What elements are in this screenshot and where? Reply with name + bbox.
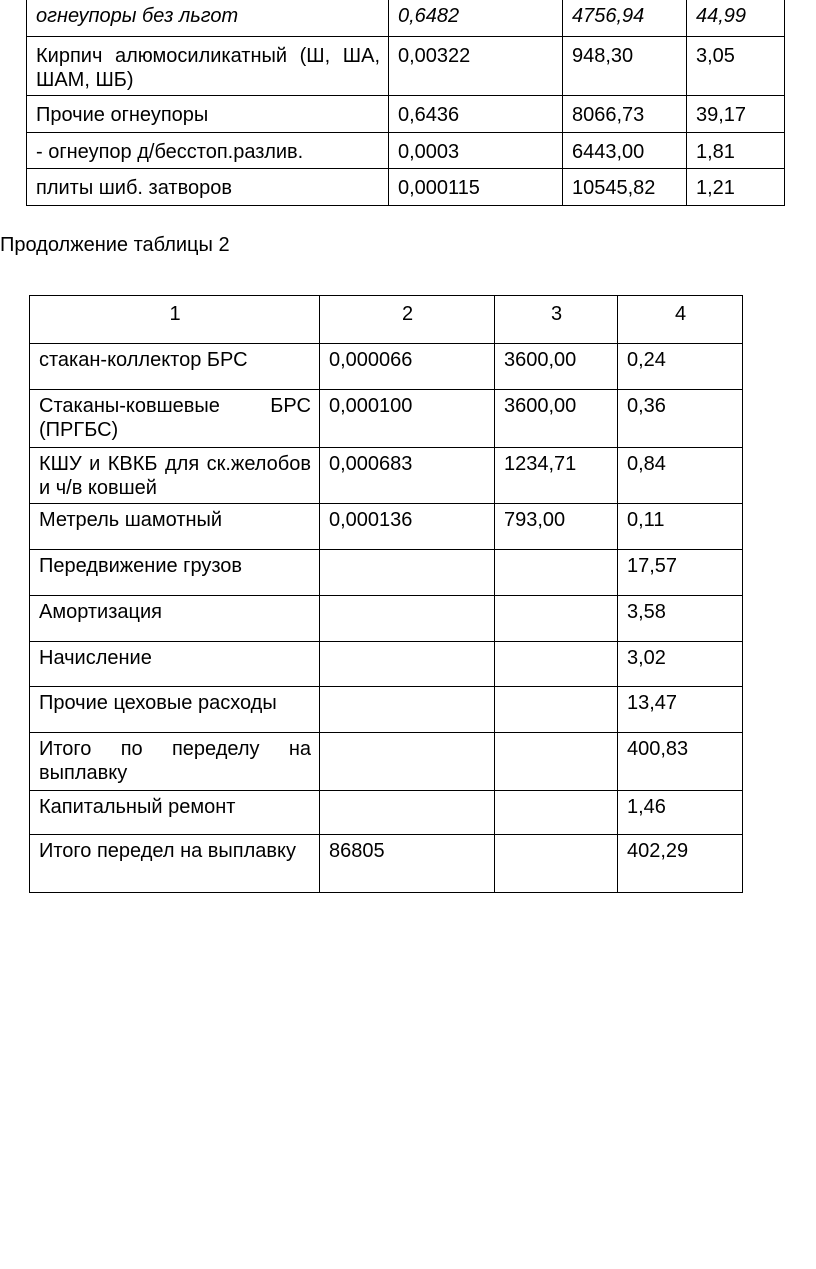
cell-col4: 44,99 <box>687 0 785 37</box>
table-caption: Продолжение таблицы 2 <box>0 234 230 256</box>
cell-col2 <box>320 642 495 687</box>
column-header: 2 <box>320 296 495 344</box>
cell-col2 <box>320 550 495 596</box>
table-row <box>30 642 743 687</box>
table-row <box>30 733 743 791</box>
table-row <box>30 791 743 835</box>
table-row <box>27 133 785 169</box>
table-row <box>30 448 743 504</box>
cell-col4: 13,47 <box>618 687 743 733</box>
cell-col4: 1,81 <box>687 133 785 169</box>
cell-name: Прочие цеховые расходы <box>30 687 320 733</box>
cell-col3 <box>495 835 618 893</box>
cell-col3 <box>495 642 618 687</box>
cell-name: - огнеупор д/бесстоп.разлив. <box>27 133 389 169</box>
cell-col2: 0,6482 <box>389 0 563 37</box>
table-row <box>30 504 743 550</box>
cell-name: Итого передел на выплавку <box>30 835 320 893</box>
cell-col2: 0,000100 <box>320 390 495 448</box>
table-row <box>30 390 743 448</box>
table-row <box>30 550 743 596</box>
column-header: 4 <box>618 296 743 344</box>
cell-col4: 0,84 <box>618 448 743 504</box>
cell-name: плиты шиб. затворов <box>27 169 389 206</box>
cell-col2 <box>320 791 495 835</box>
cell-col2: 0,0003 <box>389 133 563 169</box>
cell-col2: 0,000136 <box>320 504 495 550</box>
cell-name: Передвижение грузов <box>30 550 320 596</box>
cell-col3: 10545,82 <box>563 169 687 206</box>
cell-col3: 948,30 <box>563 37 687 96</box>
cell-col2: 86805 <box>320 835 495 893</box>
cell-col3 <box>495 596 618 642</box>
cell-col3 <box>495 687 618 733</box>
cell-name: Начисление <box>30 642 320 687</box>
table-row <box>27 37 785 96</box>
cell-name: Капитальный ремонт <box>30 791 320 835</box>
table-header-row <box>30 296 743 344</box>
cell-name: КШУ и КВКБ для ск.желобов и ч/в ковшей <box>30 448 320 504</box>
cell-name: Итого по переделу на выплавку <box>30 733 320 791</box>
cell-col3: 6443,00 <box>563 133 687 169</box>
column-header: 3 <box>495 296 618 344</box>
cell-col3 <box>495 791 618 835</box>
cell-col3: 3600,00 <box>495 390 618 448</box>
cell-name: Кирпич алюмосиликатный (Ш, ША, ШАМ, ШБ) <box>27 37 389 96</box>
cell-col2 <box>320 733 495 791</box>
cell-col2: 0,6436 <box>389 96 563 133</box>
cell-col4: 0,36 <box>618 390 743 448</box>
table-row <box>27 96 785 133</box>
cell-col4: 1,46 <box>618 791 743 835</box>
cell-col4: 0,11 <box>618 504 743 550</box>
cell-col3 <box>495 733 618 791</box>
cell-col3: 793,00 <box>495 504 618 550</box>
cell-col4: 3,05 <box>687 37 785 96</box>
table-row <box>30 687 743 733</box>
cell-col4: 3,58 <box>618 596 743 642</box>
cell-col3: 1234,71 <box>495 448 618 504</box>
column-header: 1 <box>30 296 320 344</box>
cell-col4: 1,21 <box>687 169 785 206</box>
cell-col2: 0,000115 <box>389 169 563 206</box>
cell-col2: 0,00322 <box>389 37 563 96</box>
table-main <box>29 295 743 893</box>
cell-col4: 400,83 <box>618 733 743 791</box>
cell-col3: 4756,94 <box>563 0 687 37</box>
cell-col4: 0,24 <box>618 344 743 390</box>
cell-name: Метрель шамотный <box>30 504 320 550</box>
cell-col2: 0,000683 <box>320 448 495 504</box>
table-row <box>30 596 743 642</box>
table-row <box>27 0 785 37</box>
cell-col2 <box>320 687 495 733</box>
table-row <box>30 835 743 893</box>
cell-col3: 3600,00 <box>495 344 618 390</box>
cell-col3: 8066,73 <box>563 96 687 133</box>
cell-col4: 402,29 <box>618 835 743 893</box>
cell-col4: 17,57 <box>618 550 743 596</box>
table-top <box>26 0 785 206</box>
cell-name: Амортизация <box>30 596 320 642</box>
cell-col2: 0,000066 <box>320 344 495 390</box>
cell-col2 <box>320 596 495 642</box>
cell-col4: 39,17 <box>687 96 785 133</box>
cell-col4: 3,02 <box>618 642 743 687</box>
cell-name: стакан-коллектор БРС <box>30 344 320 390</box>
cell-name: огнеупоры без льгот <box>27 0 389 37</box>
cell-col3 <box>495 550 618 596</box>
cell-name: Прочие огнеупоры <box>27 96 389 133</box>
cell-name: Стаканы-ковшевые БРС (ПРГБС) <box>30 390 320 448</box>
table-row <box>27 169 785 206</box>
table-row <box>30 344 743 390</box>
